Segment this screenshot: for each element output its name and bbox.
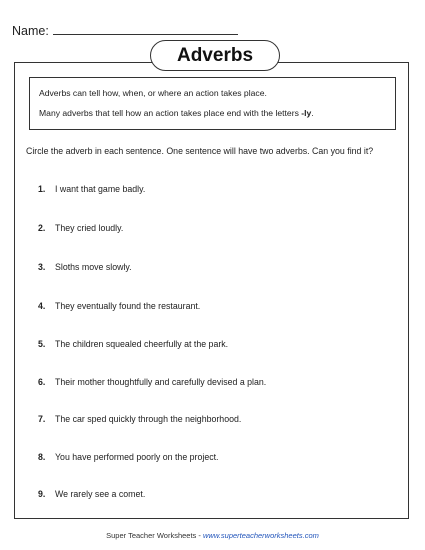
info-line-2	[39, 107, 395, 119]
worksheet-frame	[14, 62, 409, 519]
list-item	[38, 414, 241, 424]
info-line-2-text: Many adverbs that tell how an action takes place end with the letters	[39, 108, 302, 118]
item-sentence: The children squealed cheerfully at the park.	[55, 339, 229, 349]
item-number: 2.	[38, 223, 46, 233]
list-item	[38, 301, 200, 311]
list-item	[38, 223, 123, 233]
list-item	[38, 339, 228, 349]
footer-brand: Super Teacher Worksheets -	[106, 531, 203, 540]
item-number: 9.	[38, 489, 46, 499]
info-box	[29, 77, 396, 130]
footer-link[interactable]: www.superteacherworksheets.com	[202, 531, 319, 540]
list-item	[38, 452, 219, 462]
list-item	[38, 377, 266, 387]
item-number: 7.	[38, 414, 46, 424]
item-sentence: Their mother thoughtfully and carefully devised a plan.	[55, 377, 267, 387]
worksheet-title: Adverbs	[150, 40, 280, 71]
info-line-2-suffix: -ly	[301, 108, 312, 118]
list-item	[38, 184, 145, 194]
list-item	[38, 262, 132, 272]
item-sentence: The car sped quickly through the neighborhood.	[55, 414, 242, 424]
item-sentence: They cried loudly.	[55, 223, 124, 233]
item-sentence: We rarely see a comet.	[55, 489, 146, 499]
info-line-1: Adverbs can tell how, when, or where an action takes place.	[39, 88, 267, 98]
item-number: 8.	[38, 452, 46, 462]
info-line-2-end: .	[311, 108, 314, 118]
instructions: Circle the adverb in each sentence. One sentence will have two adverbs. Can you find it?	[26, 146, 374, 156]
item-sentence: Sloths move slowly.	[55, 262, 132, 272]
item-sentence: I want that game badly.	[55, 184, 146, 194]
name-blank-line[interactable]	[53, 22, 238, 35]
item-sentence: They eventually found the restaurant.	[55, 301, 201, 311]
item-number: 5.	[38, 339, 46, 349]
name-row	[12, 22, 238, 38]
item-sentence: You have performed poorly on the project.	[55, 452, 219, 462]
item-number: 4.	[38, 301, 46, 311]
footer	[0, 531, 425, 540]
item-number: 3.	[38, 262, 46, 272]
item-number: 6.	[38, 377, 46, 387]
item-number: 1.	[38, 184, 46, 194]
list-item	[38, 489, 145, 499]
name-label: Name:	[12, 24, 49, 38]
